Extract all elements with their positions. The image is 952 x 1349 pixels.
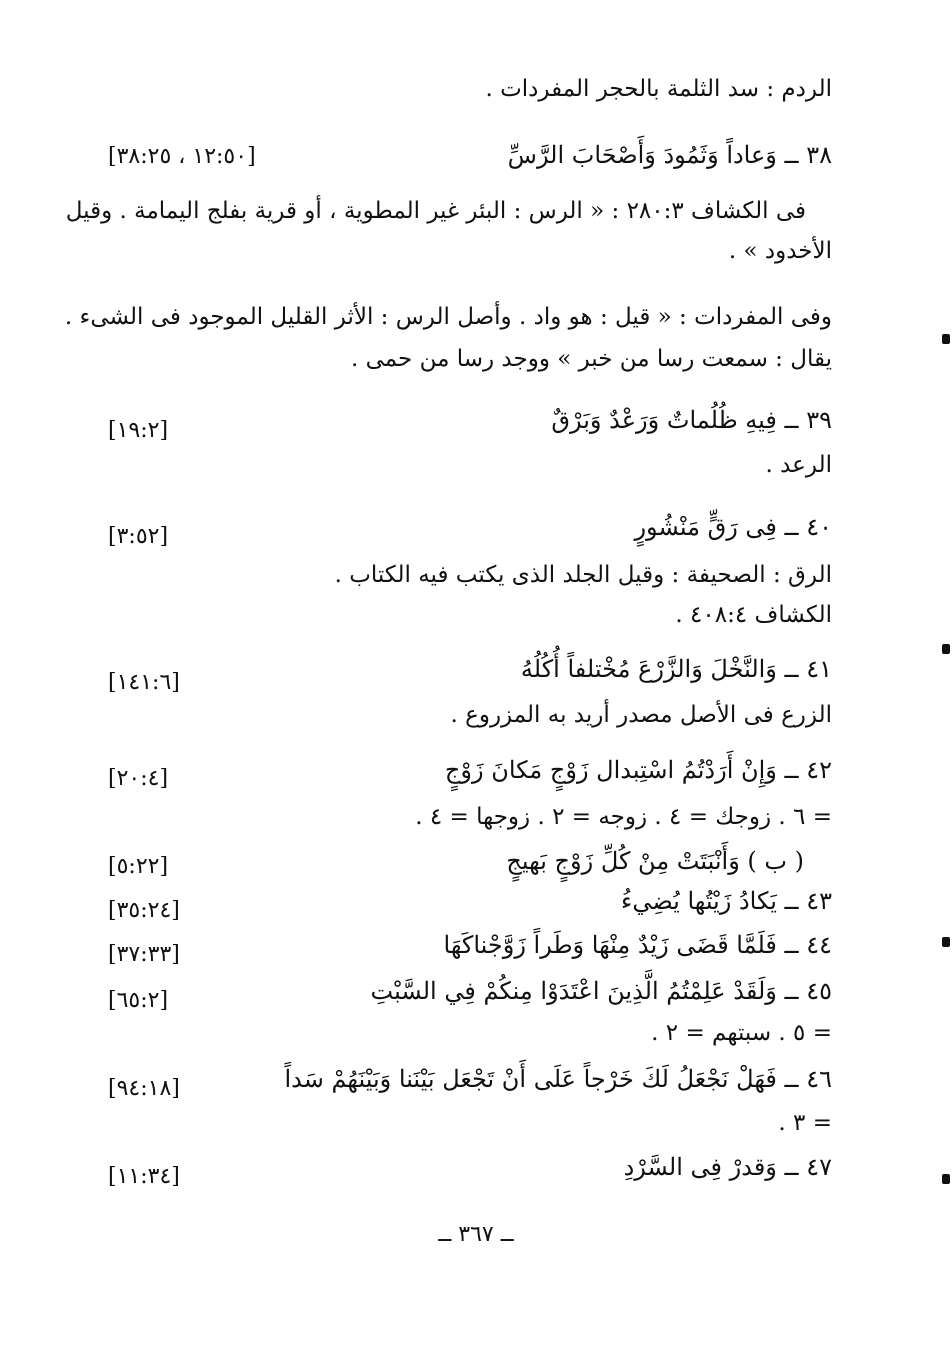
commentary-line: الأخدود » .	[728, 238, 832, 264]
commentary-line: = ٥ . سبتهم = ٢ .	[651, 1020, 832, 1046]
verse-ref-44: [٣٧:٣٣]	[108, 942, 180, 967]
verse-47: ٤٧ ــ وَقدرْ فِى السَّرْدِ	[623, 1153, 832, 1181]
verse-ref-45: [٦٥:٢]	[108, 988, 169, 1013]
commentary-line: الكشاف ٤٠٨:٤ .	[675, 602, 832, 628]
commentary-line: يقال : سمعت رسا من خبر » ووجد رسا من حمى .	[350, 346, 832, 372]
verse-ref-39: [١٩:٢]	[108, 418, 169, 443]
page-number: ــ ٣٦٧ ــ	[438, 1222, 514, 1247]
commentary-line: = ٦ . زوجك = ٤ . زوجه = ٢ . زوجها = ٤ .	[415, 804, 832, 830]
verse-ref-46: [٩٤:١٨]	[108, 1076, 180, 1101]
verse-39: ٣٩ ــ فِيهِ ظُلُماتٌ وَرَعْدٌ وَبَرْقٌ	[551, 406, 832, 434]
verse-ref-38: [١٢:٥٠ ، ٣٨:٢٥]	[108, 144, 256, 169]
margin-mark	[942, 644, 950, 654]
verse-43: ٤٣ ــ يَكادُ زَيْتُها يُضِيءُ	[621, 887, 832, 915]
margin-mark	[942, 1174, 950, 1184]
verse-46: ٤٦ ــ فَهَلْ نَجْعَلُ لَكَ خَرْجاً عَلَى أَنْ تَجْعَل بَيْنَنا وَبَيْنَهُمْ سَداً	[284, 1065, 832, 1093]
commentary-line: الرعد .	[765, 452, 832, 478]
commentary-line: فى الكشاف ٢٨٠:٣ : « الرس : البئر غير المطوية ، أو قرية بفلج اليمامة . وقيل	[65, 198, 806, 224]
verse-41: ٤١ ــ وَالنَّخْلَ وَالزَّرْعَ مُخْتلفاً أُكُلُهُ	[520, 655, 832, 683]
margin-mark	[942, 937, 950, 947]
verse-ref-40: [٣:٥٢]	[108, 524, 169, 549]
verse-42b: ( ب ) وَأَنْبَتَتْ مِنْ كُلِّ زَوْجٍ بَهيجٍ	[506, 847, 804, 875]
commentary-line: = ٣ .	[778, 1110, 832, 1136]
verse-ref-41: [١٤١:٦]	[108, 670, 180, 695]
verse-40: ٤٠ ــ فِى رَقٍّ مَنْشُورٍ	[634, 513, 832, 541]
verse-38: ٣٨ ــ وَعاداً وَثَمُودَ وَأَصْحَابَ الرَّسِّ	[507, 141, 832, 169]
verse-ref-43: [٣٥:٢٤]	[108, 898, 180, 923]
verse-45: ٤٥ ــ وَلَقَدْ عَلِمْتُمُ الَّذِينَ اعْتَدَوْا مِنكُمْ فِي السَّبْتِ	[370, 977, 832, 1005]
verse-ref-42: [٢٠:٤]	[108, 766, 169, 791]
commentary-line: وفى المفردات : « قيل : هو واد . وأصل الرس : الأثر القليل الموجود فى الشىء .	[64, 304, 832, 330]
verse-ref-47: [١١:٣٤]	[108, 1164, 180, 1189]
commentary-line: الرق : الصحيفة : وقيل الجلد الذى يكتب فيه الكتاب .	[334, 562, 832, 588]
text-line: الردم : سد الثلمة بالحجر المفردات .	[485, 76, 832, 102]
commentary-line: الزرع فى الأصل مصدر أريد به المزروع .	[450, 702, 832, 728]
verse-44: ٤٤ ــ فَلَمَّا قَضَى زَيْدٌ مِنْهَا وَطَراً زَوَّجْناكَهَا	[443, 931, 832, 959]
margin-mark	[942, 334, 950, 344]
verse-42: ٤٢ ــ وَإِنْ أَرَدْتُمُ اسْتِبدال زَوْجٍ مَكانَ زَوْجٍ	[444, 756, 832, 784]
verse-ref-42b: [٥:٢٢]	[108, 854, 169, 879]
